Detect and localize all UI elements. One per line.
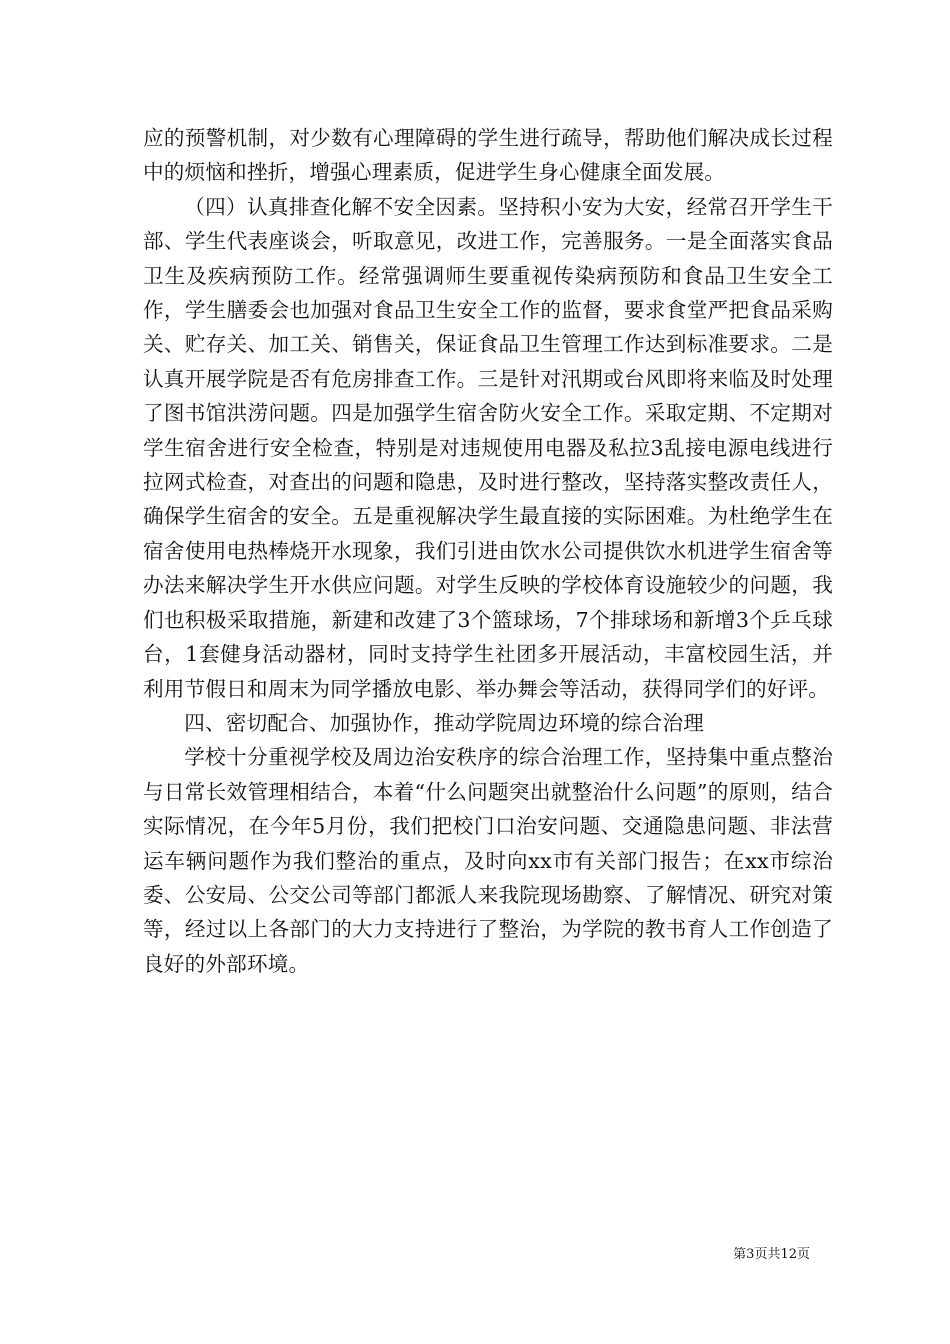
page-number: 第3页共12页 <box>733 1247 810 1262</box>
document-body <box>143 121 833 981</box>
paragraph-continuation: 应的预警机制，对少数有心理障碍的学生进行疏导，帮助他们解决成长过程中的烦恼和挫折，增强心理素质，促进学生身心健康全面发展。 <box>143 126 833 185</box>
section-heading-environment: 四、密切配合、加强协作，推动学院周边环境的综合治理 <box>184 710 705 735</box>
paragraph-safety-hazards: （四）认真排查化解不安全因素。坚持积小安为大安，经常召开学生干部、学生代表座谈会，听取意见，改进工作，完善服务。一是全面落实食品卫生及疾病预防工作。经常强调师生要重视传染病预防和食品卫生安全工作，学生膳委会也加强对食品卫生安全工作的监督，要求食堂严把食品采购关、贮存关、加工关、销售关，保证食品卫生管理工作达到标准要求。二是认真开展学院是否有危房排查工作。三是针对汛期或台风即将来临及时处理了图书馆洪涝问题。四是加强学生宿舍防火安全工作。采取定期、不定期对学生宿舍进行安全检查，特别是对违规使用电器及私拉3乱接电源电线进行拉网式检查，对查出的问题和隐患，及时进行整改，坚持落实整改责任人，确保学生宿舍的安全。五是重视解决学生最直接的实际困难。为杜绝学生在宿舍使用电热棒烧开水现象，我们引进由饮水公司提供饮水机进学生宿舍等办法来解决学生开水供应问题。对学生反映的学校体育设施较少的问题，我们也积极采取措施，新建和改建了3个篮球场，7个排球场和新增3个乒乓球台，1套健身活动器材，同时支持学生社团多开展活动，丰富校园生活，并利用节假日和周末为同学播放电影、举办舞会等活动，获得同学们的好评。 <box>143 194 833 701</box>
paragraph-comprehensive-governance: 学校十分重视学校及周边治安秩序的综合治理工作，坚持集中重点整治与日常长效管理相结合，本着“什么问题突出就整治什么问题”的原则，结合实际情况，在今年5月份，我们把校门口治安问题、交通隐患问题、非法营运车辆问题作为我们整治的重点，及时向xx市有关部门报告；在xx市综治委、公安局、公交公司等部门都派人来我院现场勘察、了解情况、研究对策等，经过以上各部门的大力支持进行了整治，为学院的教书育人工作创造了良好的外部环境。 <box>143 745 833 976</box>
